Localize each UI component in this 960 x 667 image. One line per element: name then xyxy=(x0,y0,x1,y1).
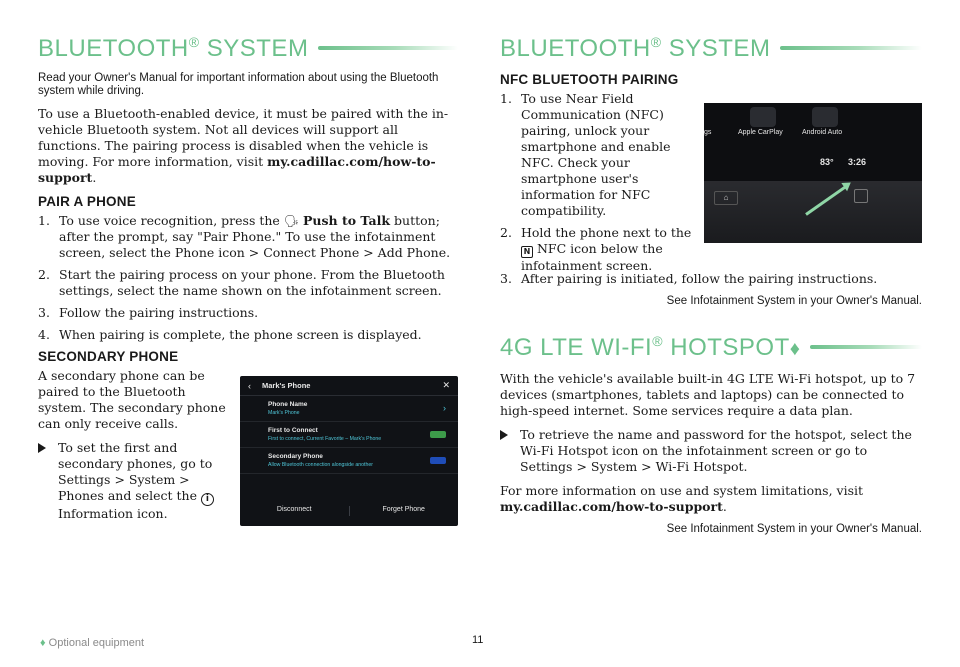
see-manual-note: See Infotainment System in your Owner's Manual. xyxy=(666,523,922,535)
footer-optional-note: ♦ Optional equipment xyxy=(40,637,145,649)
nfc-heading: NFC BLUETOOTH PAIRING xyxy=(500,72,679,87)
secondary-heading: SECONDARY PHONE xyxy=(38,349,179,364)
bullet-arrow-icon xyxy=(38,443,46,453)
nfc-icon: N xyxy=(521,246,533,258)
optional-diamond-icon: ♦ xyxy=(40,637,46,649)
section-title: BLUETOOTH® SYSTEM xyxy=(500,33,771,62)
pair-step: 1. To use voice recognition, press the 🗣 Push to Talk button; after the prompt, say "Pair Phone." To use the infotainment screen, select the Phone icon > Connect Phone > Add Phone. xyxy=(38,213,451,260)
forget-phone-button[interactable]: Forget Phone xyxy=(382,506,425,513)
screen-row-first-connect[interactable]: First to Connect First to connect, Current Favorite – Mark's Phone xyxy=(240,422,458,448)
disconnect-button[interactable]: Disconnect xyxy=(276,506,312,513)
optional-diamond-icon: ♦ xyxy=(789,337,801,360)
right-column xyxy=(500,30,922,535)
hotspot-bullet: To retrieve the name and password for the hotspot, select the Wi-Fi Hotspot icon on the infotainment screen or go to Settings > System > Wi-Fi Hotspot. xyxy=(500,427,922,475)
screen-row-phone-name[interactable]: Phone Name Mark's Phone › xyxy=(240,396,458,422)
pointer-arrow-icon xyxy=(805,185,848,216)
title-rule xyxy=(810,345,922,349)
section-header-bluetooth-right xyxy=(500,30,922,66)
nfc-step: 3. After pairing is initiated, follow the pairing instructions. xyxy=(500,271,878,286)
section-header-hotspot xyxy=(500,329,922,365)
title-rule xyxy=(780,46,922,50)
phone-settings-screen xyxy=(240,376,458,526)
nfc-section xyxy=(500,91,922,277)
page-number: 11 xyxy=(472,634,484,646)
secondary-bullet: To set the first and secondary phones, go to Settings > System > Phones and select the i Information icon. xyxy=(38,440,234,522)
support-link[interactable]: my.cadillac.com/how-to-support xyxy=(500,499,723,514)
screen-row-secondary[interactable]: Secondary Phone Allow Bluetooth connection alongside another xyxy=(240,448,458,474)
pair-step: 4. When pairing is complete, the phone screen is displayed. xyxy=(38,327,422,342)
pair-step: 3. Follow the pairing instructions. xyxy=(38,305,259,320)
support-link[interactable]: my.cadillac.com/how-to-support xyxy=(38,154,436,185)
pair-steps xyxy=(38,213,458,343)
toggle-icon[interactable] xyxy=(430,431,446,438)
screen-header: ‹ Mark's Phone ✕ xyxy=(240,376,458,396)
back-icon[interactable]: ‹ xyxy=(248,380,251,391)
pairing-paragraph: To use a Bluetooth-enabled device, it must be paired with the in-vehicle Bluetooth system. Not all devices will support all functions. The pairing process is disabled when the vehicle is moving. For more information, visit my.cadillac.com/how-to-support. xyxy=(38,106,449,185)
carplay-icon xyxy=(750,107,776,127)
hotspot-more-info: For more information on use and system limitations, visit my.cadillac.com/how-to-support. xyxy=(500,483,864,514)
nfc-pad-icon xyxy=(854,189,868,203)
home-icon: ⌂ xyxy=(714,191,738,205)
section-header-bluetooth-left xyxy=(38,30,458,66)
pair-step: 2. Start the pairing process on your phone. From the Bluetooth settings, select the name shown on the infotainment screen. xyxy=(38,267,445,298)
nfc-step: 1. To use Near Field Communication (NFC) pairing, unlock your smartphone and enable NFC. Check your smartphone user's information for NFC compatibility. xyxy=(500,91,671,218)
chevron-right-icon: › xyxy=(443,403,446,413)
section-title: 4G LTE WI-FI® HOTSPOT♦ xyxy=(500,332,801,361)
close-icon[interactable]: ✕ xyxy=(442,380,450,390)
toggle-icon[interactable] xyxy=(430,457,446,464)
screen-actions xyxy=(240,506,458,516)
secondary-section xyxy=(38,368,458,548)
secondary-text: A secondary phone can be paired to the Bluetooth system. The secondary phone can only receive calls. To set the first and secondary phones, go to Settings > System > Phones and select the i Information icon. xyxy=(38,368,234,530)
section-title: BLUETOOTH® SYSTEM xyxy=(38,33,309,62)
hotspot-paragraph: With the vehicle's available built-in 4G LTE Wi-Fi hotspot, up to 7 devices (smartphones, tablets and laptops) can be connected to high-speed internet. Some services require a data plan. xyxy=(500,371,916,418)
nfc-text xyxy=(500,91,702,280)
android-auto-icon xyxy=(812,107,838,127)
see-manual-note: See Infotainment System in your Owner's Manual. xyxy=(666,295,922,307)
nfc-step: 2. Hold the phone next to the N NFC icon below the infotainment screen. xyxy=(500,225,692,273)
voice-icon: 🗣 xyxy=(283,214,300,228)
nfc-dashboard-photo: gs Apple CarPlay Android Auto 83° 3:26 ⌂ xyxy=(704,103,922,243)
info-icon: i xyxy=(201,493,214,506)
bullet-arrow-icon xyxy=(500,430,508,440)
left-column xyxy=(38,30,458,548)
intro-text: Read your Owner's Manual for important information about using the Bluetooth system while driving. xyxy=(38,72,439,97)
pair-heading: PAIR A PHONE xyxy=(38,194,136,209)
title-rule xyxy=(318,46,458,50)
